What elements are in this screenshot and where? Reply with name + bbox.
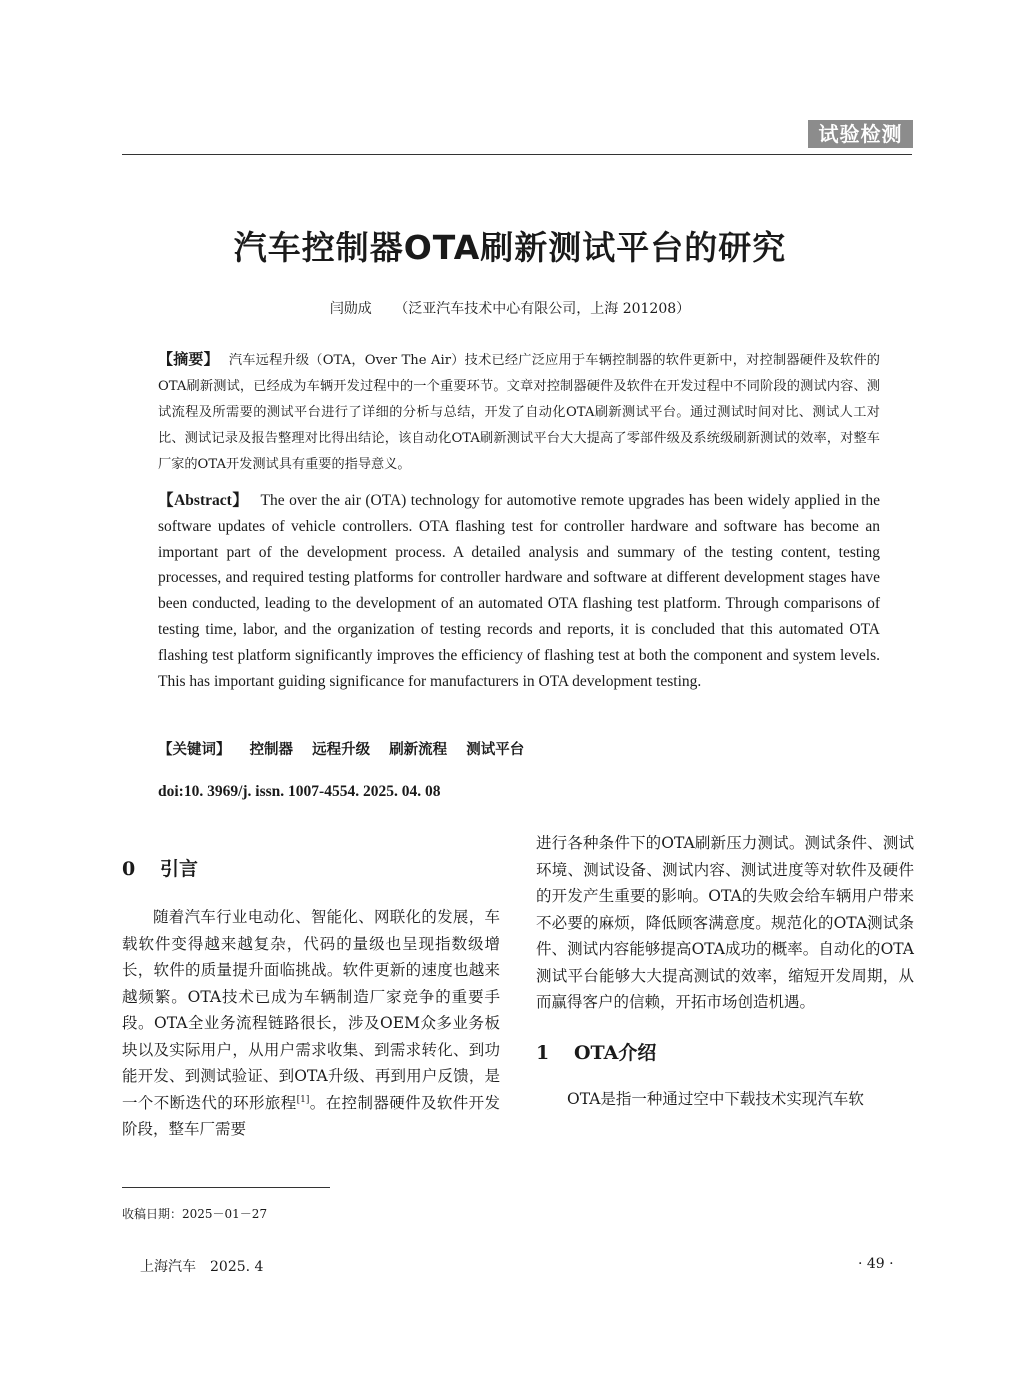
ota-paragraph-1: OTA是指一种通过空中下载技术实现汽车软 xyxy=(567,1089,864,1108)
intro-paragraph-1 xyxy=(122,904,500,1143)
paper-title: 汽车控制器OTA刷新测试平台的研究 xyxy=(233,228,787,267)
journal-issue: 2025. 4 xyxy=(210,1259,264,1275)
paragraph-text: 随着汽车行业电动化、智能化、网联化的发展，车载软件变得越来越复杂，代码的量级也呈现指数级增长，软件的质量提升面临挑战。软件更新的速度也越来越频繁。OTA技术已成为车辆制造厂家竞争的重要手段。OTA全业务流程链路很长，涉及OEM众多业务板块以及实际用户，从用户需求收集、到需求转化、到功能开发、到测试验证、到OTA升级、再到用户反馈，是一个不断迭代的环形旅程 xyxy=(122,908,500,1112)
abstract-en-label: 【Abstract】 xyxy=(158,492,249,509)
abstract-cn-text: 汽车远程升级（OTA，Over The Air）技术已经广泛应用于车辆控制器的软件更新中，对控制器硬件及软件的OTA刷新测试，已经成为车辆开发过程中的一个重要环节。文章对控制器硬件及软件在开发过程中不同阶段的测试内容、测试流程及所需要的测试平台进行了详细的分析与总结，开发了自动化OTA刷新测试平台。通过测试时间对比、测试人工对比、测试记录及报告整理对比得出结论，该自动化OTA刷新测试平台大大提高了零部件级及系统级刷新测试的效率，对整车厂家的OTA开发测试具有重要的指导意义。 xyxy=(158,353,880,472)
author-name: 闫勋成 xyxy=(329,301,372,317)
keyword: 刷新流程 xyxy=(389,742,448,758)
section-number: 1 xyxy=(536,1041,550,1064)
abstract-en-text: The over the air (OTA) technology for automotive remote upgrades has been widely applied in the software updates of vehicle controllers. OTA flashing test for controller hardware and software has become an important part of the development process. A detailed analysis and summary of the testing content, testing processes, and required testing platforms for controller hardware and software at different development stages have been conducted, leading to the development of an automated OTA flashing test platform. Through comparisons of testing time, labor, and the organization of testing records and reports, it is concluded that this automated OTA flashing test platform significantly improves the efficiency of flashing test at both the component and system levels. This has important guiding significance for manufacturers in OTA development testing. xyxy=(158,492,881,690)
header-rule xyxy=(122,154,912,155)
paragraph-text: 。在控制器硬件及软件开发阶段，整车厂需要 xyxy=(122,1093,500,1138)
keyword: 远程升级 xyxy=(312,742,371,758)
section-heading-ota xyxy=(536,1034,914,1072)
abstract-english xyxy=(158,488,880,694)
page-number: · 49 · xyxy=(858,1256,894,1272)
citation-ref[interactable]: [1] xyxy=(296,1094,310,1105)
column-right xyxy=(536,830,914,1112)
author-affiliation: （泛亚汽车技术中心有限公司，上海 201208） xyxy=(394,301,691,317)
keywords-label: 【关键词】 xyxy=(158,742,231,758)
section-title: 引言 xyxy=(160,858,199,880)
abstract-cn-label: 【摘要】 xyxy=(158,350,219,368)
section-tag: 试验检测 xyxy=(808,120,913,148)
received-date: 收稿日期：2025－01－27 xyxy=(122,1207,268,1221)
author-line xyxy=(0,298,1020,318)
footnote-rule xyxy=(122,1187,330,1188)
keyword: 控制器 xyxy=(249,742,294,758)
column-left xyxy=(122,850,500,1143)
journal-footer xyxy=(140,1256,263,1276)
section-heading-intro xyxy=(122,850,500,888)
keywords xyxy=(158,738,880,759)
journal-name: 上海汽车 xyxy=(140,1259,196,1275)
intro-paragraph-2: 进行各种条件下的OTA刷新压力测试。测试条件、测试环境、测试设备、测试内容、测试进度等对软件及硬件的开发产生重要的影响。OTA的失败会给车辆用户带来不必要的麻烦，降低顾客满意度。规范化的OTA测试条件、测试内容能够提高OTA成功的概率。自动化的OTA测试平台能够大大提高测试的效率，缩短开发周期，从而赢得客户的信赖，开拓市场创造机遇。 xyxy=(536,834,914,1011)
section-number: 0 xyxy=(122,858,136,880)
section-title: OTA介绍 xyxy=(574,1041,657,1064)
keyword: 测试平台 xyxy=(466,742,525,758)
doi: doi:10. 3969/j. issn. 1007-4554. 2025. 04. 08 xyxy=(158,783,441,800)
abstract-chinese xyxy=(158,346,880,478)
